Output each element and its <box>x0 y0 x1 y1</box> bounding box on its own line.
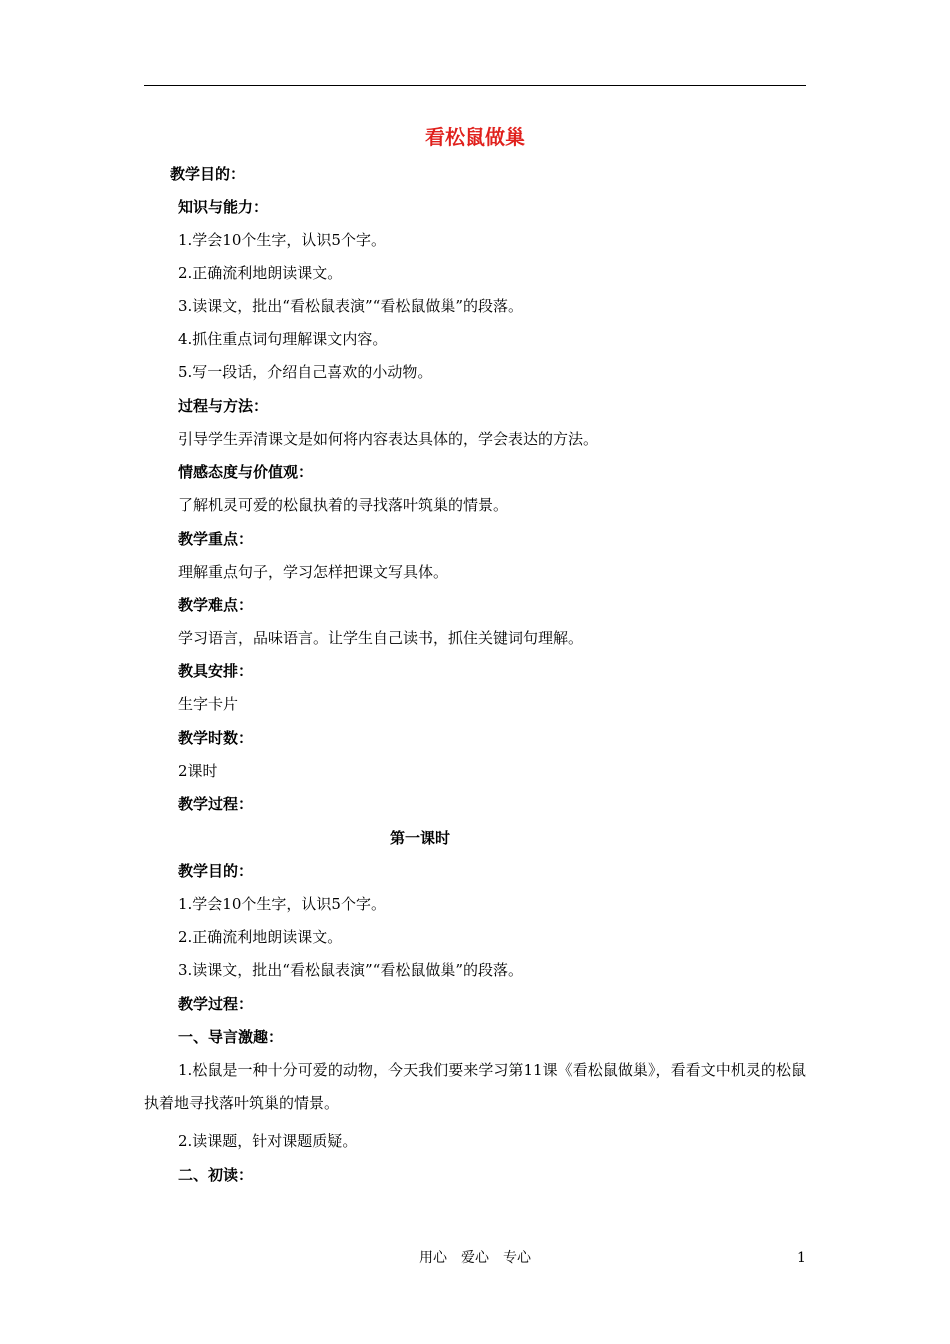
header-rule <box>144 85 806 86</box>
lesson1-goal-heading: 教学目的： <box>178 862 254 880</box>
tools-heading: 教具安排： <box>178 662 254 680</box>
focus-heading: 教学重点： <box>178 530 254 548</box>
knowledge-item-5: 5.写一段话，介绍自己喜欢的小动物。 <box>178 363 433 381</box>
knowledge-item-1: 1.学会10个生字，认识5个字。 <box>178 231 386 249</box>
goal-heading: 教学目的： <box>170 165 246 183</box>
lesson1-procedure-heading: 教学过程： <box>178 995 254 1013</box>
lesson1-goal-1: 1.学会10个生字，认识5个字。 <box>178 895 386 913</box>
process-heading: 过程与方法： <box>178 397 269 415</box>
emotion-text: 了解机灵可爱的松鼠执着的寻找落叶筑巢的情景。 <box>178 496 509 514</box>
knowledge-item-2: 2.正确流利地朗读课文。 <box>178 264 343 282</box>
lesson1-goal-2: 2.正确流利地朗读课文。 <box>178 928 343 946</box>
lesson1-title: 第一课时 <box>389 829 450 847</box>
procedure-heading: 教学过程： <box>178 795 254 813</box>
page-number: 1 <box>797 1250 806 1266</box>
hours-heading: 教学时数： <box>178 729 254 747</box>
emotion-heading: 情感态度与价值观： <box>178 463 314 481</box>
footer-motto: 用心 爱心 专心 <box>419 1250 531 1266</box>
intro-heading: 一、导言激趣： <box>178 1028 284 1046</box>
focus-text: 理解重点句子，学习怎样把课文写具体。 <box>178 563 449 581</box>
intro-paragraph: 1.松鼠是一种十分可爱的动物，今天我们要来学习第11课《看松鼠做巢》，看看文中机灵的松鼠执着地寻找落叶筑巢的情景。 <box>144 1061 806 1112</box>
intro-item-2: 2.读课题，针对课题质疑。 <box>178 1132 358 1150</box>
knowledge-heading: 知识与能力： <box>178 198 269 216</box>
document-title: 看松鼠做巢 <box>425 125 525 149</box>
tools-text: 生字卡片 <box>178 695 239 713</box>
difficulty-text: 学习语言，品味语言。让学生自己读书，抓住关键词句理解。 <box>178 629 584 647</box>
knowledge-item-4: 4.抓住重点词句理解课文内容。 <box>178 330 388 348</box>
hours-text: 2课时 <box>178 762 218 780</box>
process-text: 引导学生弄清课文是如何将内容表达具体的，学会表达的方法。 <box>178 430 599 448</box>
firstread-heading: 二、初读： <box>178 1166 254 1184</box>
knowledge-item-3: 3.读课文，批出“看松鼠表演”“看松鼠做巢”的段落。 <box>178 297 523 315</box>
lesson1-goal-3: 3.读课文，批出“看松鼠表演”“看松鼠做巢”的段落。 <box>178 961 523 979</box>
difficulty-heading: 教学难点： <box>178 596 254 614</box>
